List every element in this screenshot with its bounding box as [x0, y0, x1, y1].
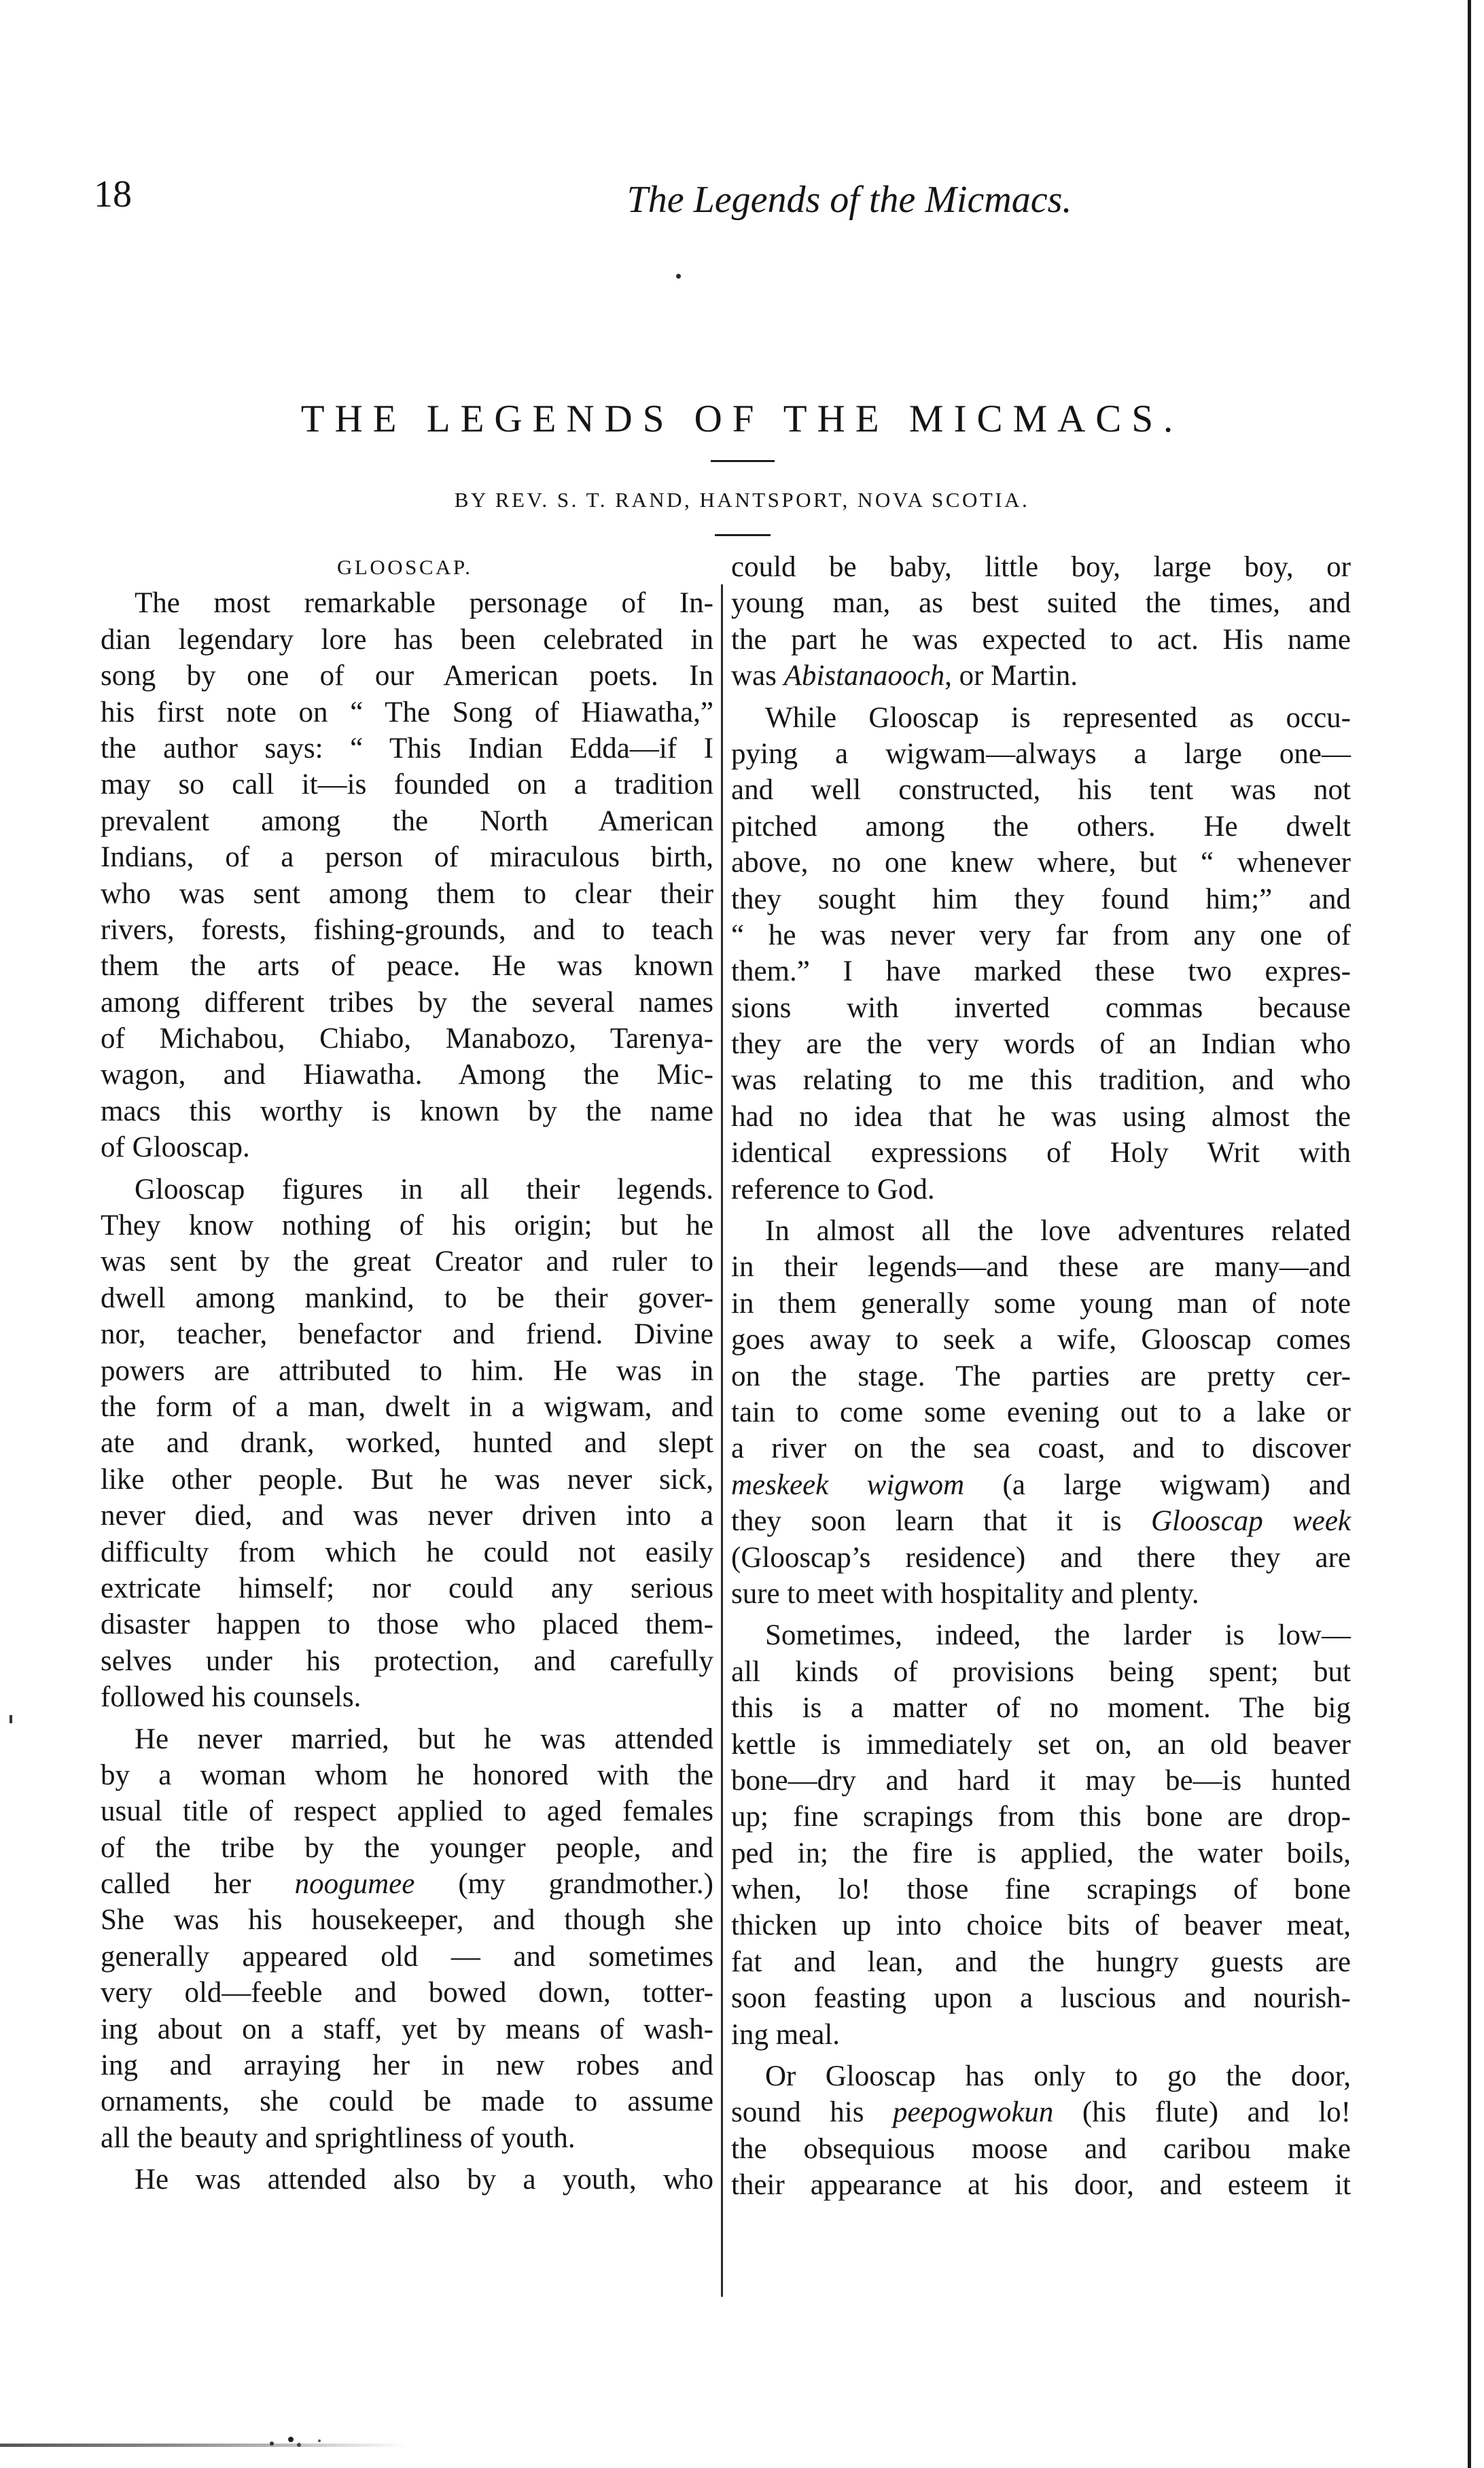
- text-line: They know nothing of his origin; but he: [101, 1210, 713, 1242]
- text-line: goes away to seek a wife, Glooscap comes: [731, 1324, 1351, 1356]
- text-line: a river on the sea coast, and to discover: [731, 1432, 1351, 1465]
- page-edge-line: [1468, 0, 1471, 2468]
- text-line: was Abistanaooch, or Martin.: [731, 660, 1078, 692]
- text-line: could be baby, little boy, large boy, or: [731, 551, 1351, 583]
- paragraph-gap: [731, 694, 1351, 700]
- article-title: THE LEGENDS OF THE MICMACS.: [300, 398, 1184, 440]
- text-line: generally appeared old — and sometimes: [101, 1940, 713, 1973]
- text-line: thicken up into choice bits of beaver meat,: [731, 1909, 1351, 1942]
- text-line: difficulty from which he could not easily: [101, 1536, 713, 1568]
- running-head: The Legends of the Micmacs.: [626, 179, 1072, 221]
- text-line: who was sent among them to clear their: [101, 877, 713, 910]
- text-line: pitched among the others. He dwelt: [731, 810, 1351, 843]
- text-line: fat and lean, and the hungry guests are: [731, 1945, 1351, 1978]
- author-byline: BY REV. S. T. RAND, HANTSPORT, NOVA SCOTIA.: [454, 488, 1030, 512]
- section-heading: GLOOSCAP.: [337, 555, 473, 579]
- text-line: kettle is immediately set on, an old beaver: [731, 1728, 1351, 1761]
- text-line: all the beauty and sprightliness of youth.: [101, 2121, 576, 2154]
- title-rule: [711, 460, 775, 462]
- text-line: pying a wigwam—always a large one—: [731, 737, 1351, 770]
- text-line: dwell among mankind, to be their gover-: [101, 1282, 713, 1314]
- text-line: disaster happen to those who placed them-: [101, 1608, 713, 1641]
- text-line: She was his housekeeper, and though she: [101, 1904, 713, 1937]
- text-line: tain to come some evening out to a lake or: [731, 1396, 1351, 1428]
- paragraph-gap: [101, 2156, 713, 2162]
- text-line: ped in; the fire is applied, the water boils,: [731, 1837, 1351, 1869]
- text-line: above, no one knew where, but “ whenever: [731, 847, 1351, 879]
- text-line: by a woman whom he honored with the: [101, 1759, 713, 1791]
- text-line: rivers, forests, fishing-grounds, and to teach: [101, 913, 713, 946]
- text-line: may so call it—is founded on a tradition: [101, 769, 713, 801]
- text-line: was sent by the great Creator and ruler to: [101, 1246, 713, 1278]
- scan-specks: [258, 2431, 353, 2452]
- text-line: He never married, but he was attended: [135, 1723, 713, 1755]
- text-line: meskeek wigwom (a large wigwam) and: [731, 1468, 1352, 1501]
- right-column: [731, 549, 1351, 2204]
- text-line: of the tribe by the younger people, and: [101, 1831, 713, 1864]
- text-line: sure to meet with hospitality and plenty.: [731, 1577, 1199, 1610]
- text-line: (Glooscap’s residence) and there they are: [731, 1541, 1351, 1574]
- text-line: Glooscap figures in all their legends.: [135, 1173, 713, 1205]
- text-line: usual title of respect applied to aged females: [101, 1795, 713, 1828]
- text-line: the obsequious moose and caribou make: [731, 2132, 1351, 2165]
- paragraph-gap: [731, 2053, 1351, 2058]
- paragraph-gap: [731, 1207, 1351, 1213]
- column-divider: [721, 584, 723, 2297]
- text-line: young man, as best suited the times, and: [731, 587, 1351, 620]
- text-line: of Glooscap.: [101, 1131, 250, 1164]
- page-number: 18: [94, 173, 132, 215]
- text-line: they soon learn that it is Glooscap week: [731, 1505, 1351, 1538]
- text-line: on the stage. The parties are pretty cer-: [731, 1360, 1351, 1392]
- text-line: dian legendary lore has been celebrated in: [101, 623, 713, 656]
- text-line: sions with inverted commas because: [731, 991, 1351, 1024]
- text-line: prevalent among the North American: [101, 805, 713, 837]
- text-line: He was attended also by a youth, who: [135, 2164, 713, 2196]
- text-line: his first note on “ The Song of Hiawatha,”: [101, 696, 713, 728]
- text-line: of Michabou, Chiabo, Manabozo, Tarenya-: [101, 1023, 713, 1055]
- text-line: the form of a man, dwelt in a wigwam, and: [101, 1390, 713, 1423]
- text-line: ing and arraying her in new robes and: [101, 2049, 713, 2082]
- text-line: all kinds of provisions being spent; but: [731, 1655, 1351, 1688]
- text-line: in their legends—and these are many—and: [731, 1251, 1351, 1284]
- text-line: was relating to me this tradition, and who: [731, 1064, 1351, 1097]
- text-line: wagon, and Hiawatha. Among the Mic-: [101, 1059, 713, 1091]
- margin-mark: [10, 1715, 12, 1723]
- text-line: called her noogumee (my grandmother.): [101, 1868, 713, 1901]
- left-column: [101, 549, 713, 2198]
- text-line: like other people. But he was never sick,: [101, 1463, 713, 1496]
- text-line: ornaments, she could be made to assume: [101, 2085, 713, 2118]
- text-line: extricate himself; nor could any serious: [101, 1572, 713, 1604]
- text-line: followed his counsels.: [101, 1681, 361, 1714]
- text-line: never died, and was never driven into a: [101, 1500, 713, 1532]
- text-line: Or Glooscap has only to go the door,: [765, 2060, 1351, 2093]
- text-line: sound his peepogwokun (his flute) and lo!: [731, 2096, 1351, 2129]
- text-line: song by one of our American poets. In: [101, 660, 713, 692]
- text-line: ing meal.: [731, 2018, 841, 2051]
- paragraph-gap: [101, 1166, 713, 1171]
- text-line: Sometimes, indeed, the larder is low—: [765, 1619, 1351, 1652]
- text-line: them.” I have marked these two expres-: [731, 955, 1351, 988]
- text-line: very old—feeble and bowed down, totter-: [101, 1977, 713, 2009]
- text-line: In almost all the love adventures related: [765, 1215, 1351, 1248]
- text-line: Indians, of a person of miraculous birth,: [101, 841, 713, 874]
- text-line: they sought him they found him;” and: [731, 883, 1351, 915]
- text-line: soon feasting upon a luscious and nourish-: [731, 1982, 1351, 2015]
- text-line: up; fine scrapings from this bone are drop-: [731, 1801, 1351, 1833]
- text-line: when, lo! those fine scrapings of bone: [731, 1873, 1351, 1906]
- text-line: in them generally some young man of note: [731, 1287, 1351, 1320]
- text-line: ate and drank, worked, hunted and slept: [101, 1427, 713, 1460]
- text-line: ing about on a staff, yet by means of wash-: [101, 2013, 713, 2045]
- text-line: While Glooscap is represented as occu-: [765, 701, 1351, 734]
- text-line: selves under his protection, and carefully: [101, 1644, 713, 1677]
- byline-rule: [715, 534, 771, 536]
- paragraph-gap: [101, 1716, 713, 1721]
- text-line: and well constructed, his tent was not: [731, 774, 1351, 807]
- text-line: this is a matter of no moment. The big: [731, 1692, 1351, 1725]
- text-line: powers are attributed to him. He was in: [101, 1354, 713, 1387]
- text-line: reference to God.: [731, 1173, 935, 1205]
- text-line: they are the very words of an Indian who: [731, 1028, 1351, 1061]
- text-line: nor, teacher, benefactor and friend. Divine: [101, 1318, 713, 1351]
- text-line: them the arts of peace. He was known: [101, 950, 713, 983]
- text-line: their appearance at his door, and esteem it: [731, 2169, 1351, 2202]
- text-line: the author says: “ This Indian Edda—if I: [101, 732, 713, 764]
- ink-speck: [676, 274, 681, 279]
- text-line: had no idea that he was using almost the: [731, 1100, 1351, 1133]
- text-line: among different tribes by the several names: [101, 986, 713, 1019]
- text-line: macs this worthy is known by the name: [101, 1095, 713, 1127]
- paragraph-gap: [731, 1612, 1351, 1617]
- text-line: bone—dry and hard it may be—is hunted: [731, 1764, 1351, 1797]
- text-line: The most remarkable personage of In-: [135, 587, 713, 620]
- text-line: “ he was never very far from any one of: [731, 919, 1351, 951]
- text-line: identical expressions of Holy Writ with: [731, 1137, 1351, 1169]
- text-line: the part he was expected to act. His name: [731, 623, 1351, 656]
